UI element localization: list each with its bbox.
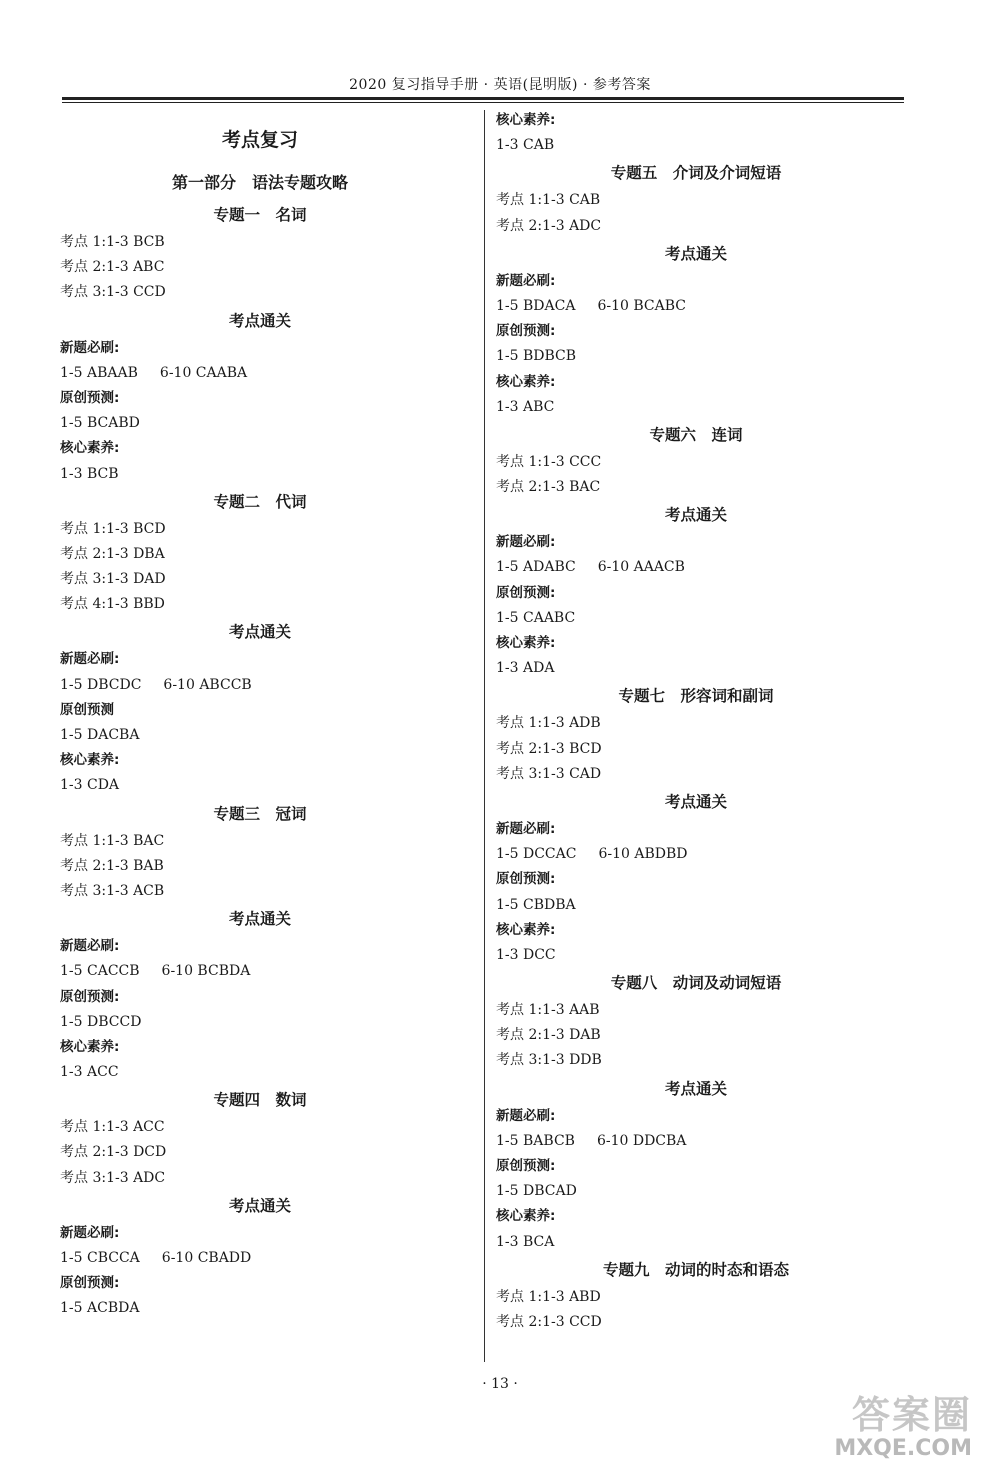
- subsection-label: [496, 581, 896, 606]
- answer-line-text-2: 6-10 BCBDA: [161, 963, 251, 980]
- answer-line-text: 考点 1:1-3 CCC: [496, 453, 602, 470]
- answer-line-text-2: 6-10 DDCBA: [596, 1132, 687, 1149]
- answer-line: [60, 1246, 460, 1271]
- answer-line-text: 考点 3:1-3 DDB: [496, 1052, 602, 1069]
- topic-heading: [496, 239, 896, 269]
- answer-line: [60, 280, 460, 305]
- subsection-label-text: 核心素养:: [496, 921, 556, 938]
- answer-line: [496, 344, 896, 369]
- answer-line-text: 1-5 BDBCB: [496, 348, 577, 365]
- answer-line: [496, 294, 896, 319]
- answer-line: [496, 133, 896, 158]
- topic-heading-text: 考点通关: [664, 506, 727, 525]
- topic-heading: [60, 904, 460, 934]
- subsection-label-text: 新题必刷:: [60, 339, 120, 356]
- answer-line: [60, 411, 460, 436]
- subsection-label: [496, 108, 896, 133]
- answer-line: [496, 475, 896, 500]
- subsection-label: [496, 631, 896, 656]
- subsection-label-text: 新题必刷:: [496, 1107, 556, 1124]
- topic-heading-text: 考点通关: [664, 244, 727, 263]
- answer-line-text-2: 6-10 ABDBD: [598, 846, 688, 863]
- answer-line-text-2: 6-10 BCABC: [597, 297, 686, 314]
- answer-line-text: 考点 3:1-3 DAD: [60, 571, 166, 588]
- answer-line: [60, 1296, 460, 1321]
- answer-line: [496, 842, 896, 867]
- answer-line-text: 考点 1:1-3 AAB: [496, 1002, 600, 1019]
- subsection-label-text: 新题必刷:: [496, 272, 556, 289]
- answer-line-text: 1-3 ABC: [496, 398, 555, 415]
- answer-line: [60, 1060, 460, 1085]
- subsection-label: [496, 269, 896, 294]
- subsection-label-text: 原创预测:: [60, 988, 120, 1005]
- answer-line-text: 1-5 ADABC: [496, 559, 576, 576]
- answer-line-text: 1-5 DBCCD: [60, 1013, 142, 1030]
- answer-line: [496, 943, 896, 968]
- topic-heading-text: 考点通关: [228, 910, 291, 929]
- answer-line-text: 1-5 CAABC: [496, 609, 576, 626]
- subsection-label: [60, 336, 460, 361]
- answer-line: [60, 854, 460, 879]
- subsection-label: [60, 985, 460, 1010]
- answer-line-text: 1-5 CBCCA: [60, 1250, 140, 1266]
- topic-heading: [496, 968, 896, 998]
- topic-heading: [60, 617, 460, 647]
- page-header-title: 2020 复习指导手册 · 英语(昆明版) · 参考答案: [349, 77, 651, 93]
- answer-line-text-2: 6-10 ABCCB: [163, 676, 252, 693]
- answer-line: [60, 1166, 460, 1191]
- subsection-label: [496, 867, 896, 892]
- answer-line-text: 1-5 DBCAD: [496, 1183, 577, 1200]
- topic-heading-text: 考点通关: [664, 792, 727, 811]
- page-number: · 13 ·: [482, 1376, 518, 1392]
- topic-heading-text: 专题五 介词及介词短语: [610, 164, 782, 183]
- subsection-label: [496, 1204, 896, 1229]
- answer-line-text: 考点 2:1-3 DAB: [496, 1027, 601, 1044]
- answer-line-text: 考点 1:1-3 BCB: [60, 234, 165, 250]
- answer-line-text-2: 6-10 AAACB: [597, 559, 685, 576]
- subsection-label-text: 原创预测:: [496, 1158, 556, 1174]
- subsection-label: [496, 1154, 896, 1179]
- answer-line: [60, 959, 460, 984]
- answer-line-text: 1-3 ADA: [496, 660, 555, 677]
- answer-line: [496, 450, 896, 475]
- answer-line-text: 1-5 BABCB: [496, 1132, 575, 1149]
- answer-line-text: 1-5 CACCB: [60, 963, 140, 980]
- section-title-text: 考点复习: [221, 129, 298, 151]
- answer-line-text: 考点 2:1-3 BCD: [496, 740, 602, 757]
- topic-heading-text: 专题四 数词: [213, 1091, 307, 1110]
- subsection-label-text: 核心素养:: [60, 752, 120, 769]
- header-rule-thin: [62, 102, 904, 103]
- topic-heading: [496, 420, 896, 450]
- topic-heading-text: 专题八 动词及动词短语: [610, 974, 782, 993]
- answer-line: [496, 1023, 896, 1048]
- answer-line: [60, 1115, 460, 1140]
- part-heading: [60, 166, 460, 200]
- right-column: [496, 108, 896, 1335]
- answer-line: [60, 773, 460, 798]
- answer-line-text-2: 6-10 CBADD: [161, 1250, 252, 1266]
- answer-line-text: 1-3 DCC: [496, 946, 556, 963]
- answer-line: [496, 395, 896, 420]
- topic-heading-text: 考点通关: [228, 623, 291, 642]
- answer-line-text: 1-5 DACBA: [60, 727, 140, 743]
- topic-heading: [496, 1074, 896, 1104]
- answer-line-text: 1-3 ACC: [60, 1064, 119, 1081]
- topic-heading: [60, 487, 460, 517]
- answer-line: [60, 673, 460, 698]
- topic-heading: [496, 500, 896, 530]
- topic-heading-text: 专题七 形容词和副词: [618, 687, 774, 706]
- topic-heading: [60, 1191, 460, 1221]
- topic-heading-text: 专题二 代词: [213, 492, 307, 511]
- answer-line: [496, 1129, 896, 1154]
- answer-line: [496, 656, 896, 681]
- answer-line-text: 考点 2:1-3 BAC: [496, 479, 601, 496]
- answer-line-text: 考点 2:1-3 CCD: [496, 1313, 602, 1330]
- answer-line: [496, 555, 896, 580]
- subsection-label: [496, 918, 896, 943]
- topic-heading-text: 考点通关: [664, 1079, 727, 1098]
- subsection-label-text: 核心素养:: [496, 112, 556, 128]
- column-divider: [484, 110, 485, 1362]
- answer-line-text: 1-3 CDA: [60, 777, 120, 794]
- subsection-label: [60, 1035, 460, 1060]
- answer-line: [60, 1010, 460, 1035]
- subsection-label: [496, 319, 896, 344]
- answer-line: [60, 361, 460, 386]
- answer-line-text: 考点 1:1-3 BCD: [60, 520, 166, 537]
- answer-line: [496, 188, 896, 213]
- answer-line: [60, 829, 460, 854]
- answer-line-text: 1-3 CAB: [496, 137, 555, 154]
- subsection-label: [496, 530, 896, 555]
- answer-line: [496, 1230, 896, 1255]
- topic-heading-text: 专题三 冠词: [213, 804, 307, 823]
- answer-line: [496, 737, 896, 762]
- subsection-label: [60, 386, 460, 411]
- topic-heading-text: 考点通关: [228, 1196, 291, 1215]
- subsection-label-text: 原创预测:: [496, 871, 556, 888]
- answer-line-text: 1-5 BCABD: [60, 415, 140, 432]
- answer-line: [60, 723, 460, 748]
- subsection-label-text: 核心素养:: [496, 1208, 556, 1225]
- topic-heading: [496, 787, 896, 817]
- answer-line: [496, 1310, 896, 1335]
- answer-line-text: 考点 1:1-3 BAC: [60, 832, 165, 849]
- subsection-label: [496, 817, 896, 842]
- answer-line-text: 考点 2:1-3 DBA: [60, 545, 165, 562]
- subsection-label: [60, 698, 460, 723]
- section-title: [60, 106, 460, 166]
- subsection-label: [60, 436, 460, 461]
- watermark-logo: [834, 1395, 972, 1461]
- topic-heading-text: 专题一 名词: [213, 206, 307, 224]
- subsection-label: [60, 1271, 460, 1296]
- header-rule-thick: [62, 97, 904, 100]
- topic-heading-text: 考点通关: [228, 311, 291, 330]
- answer-line: [496, 1179, 896, 1204]
- answer-line-text: 1-5 CBDBA: [496, 896, 576, 913]
- answer-line: [60, 592, 460, 617]
- answer-line: [496, 1048, 896, 1073]
- answer-line: [60, 1140, 460, 1165]
- answer-line-text: 考点 3:1-3 ACB: [60, 882, 165, 899]
- answer-line-text: 1-5 BDACA: [496, 297, 576, 314]
- part-heading-text: 第一部分 语法专题攻略: [171, 173, 348, 192]
- topic-heading: [496, 681, 896, 711]
- subsection-label-text: 核心素养:: [496, 635, 556, 651]
- subsection-label-text: 核心素养:: [60, 440, 120, 457]
- answer-line-text: 考点 1:1-3 ADB: [496, 715, 601, 732]
- subsection-label-text: 新题必刷:: [496, 534, 556, 551]
- subsection-label: [496, 370, 896, 395]
- subsection-label: [60, 748, 460, 773]
- answer-line: [496, 762, 896, 787]
- answer-line: [60, 542, 460, 567]
- answer-line-text: 1-5 DCCAC: [496, 846, 577, 863]
- answer-line-text: 考点 1:1-3 ABD: [496, 1288, 601, 1305]
- watermark-en: MXQE.COM: [834, 1435, 972, 1461]
- topic-heading-text: 专题九 动词的时态和语态: [602, 1260, 789, 1279]
- answer-line: [496, 1285, 896, 1310]
- topic-heading: [60, 1085, 460, 1115]
- subsection-label-text: 原创预测:: [496, 584, 556, 601]
- topic-heading: [60, 306, 460, 336]
- answer-line: [60, 879, 460, 904]
- answer-line-text: 1-5 ACBDA: [60, 1300, 140, 1317]
- subsection-label-text: 原创预测:: [60, 1275, 120, 1292]
- subsection-label-text: 原创预测:: [496, 323, 556, 340]
- topic-heading-text: 专题六 连词: [649, 425, 743, 444]
- subsection-label-text: 原创预测:: [60, 389, 120, 406]
- answer-line: [496, 711, 896, 736]
- answer-line-text: 1-3 BCB: [60, 465, 119, 482]
- answer-line: [496, 893, 896, 918]
- answer-line-text: 1-5 DBCDC: [60, 676, 142, 693]
- answer-line: [60, 255, 460, 280]
- answer-line-text: 考点 3:1-3 CCD: [60, 284, 166, 301]
- answer-line-text: 考点 1:1-3 CAB: [496, 192, 601, 209]
- topic-heading: [496, 1255, 896, 1285]
- subsection-label: [60, 934, 460, 959]
- answer-line-text: 考点 4:1-3 BBD: [60, 596, 165, 613]
- topic-heading: [496, 158, 896, 188]
- answer-line-text: 1-5 ABAAB: [60, 364, 138, 381]
- answer-line-text: 1-3 BCA: [496, 1233, 555, 1250]
- answer-line-text: 考点 2:1-3 ADC: [496, 217, 602, 234]
- answer-line-text: 考点 3:1-3 CAD: [496, 765, 602, 782]
- answer-line: [496, 998, 896, 1023]
- answer-line-text-2: 6-10 CAABA: [159, 364, 248, 381]
- subsection-label: [60, 647, 460, 672]
- topic-heading: [60, 799, 460, 829]
- answer-line: [60, 230, 460, 255]
- answer-line: [496, 214, 896, 239]
- subsection-label-text: 新题必刷:: [60, 938, 120, 955]
- watermark-cn: 答案圈: [851, 1393, 972, 1438]
- answer-line-text: 考点 2:1-3 BAB: [60, 857, 164, 874]
- answer-line-text: 考点 2:1-3 DCD: [60, 1144, 167, 1161]
- answer-line-text: 考点 3:1-3 ADC: [60, 1169, 166, 1186]
- answer-line: [60, 517, 460, 542]
- topic-heading: [60, 200, 460, 230]
- answer-line-text: 考点 1:1-3 ACC: [60, 1119, 165, 1136]
- answer-line: [60, 567, 460, 592]
- subsection-label: [60, 1221, 460, 1246]
- subsection-label-text: 新题必刷:: [496, 820, 556, 837]
- subsection-label: [496, 1104, 896, 1129]
- answer-line-text: 考点 2:1-3 ABC: [60, 259, 165, 276]
- subsection-label-text: 新题必刷:: [60, 1224, 120, 1241]
- subsection-label-text: 核心素养:: [496, 373, 556, 390]
- answer-line: [496, 606, 896, 631]
- answer-line: [60, 462, 460, 487]
- subsection-label-text: 核心素养:: [60, 1038, 120, 1055]
- left-column: [60, 106, 460, 1322]
- subsection-label-text: 原创预测: [60, 701, 114, 718]
- subsection-label-text: 新题必刷:: [60, 651, 120, 668]
